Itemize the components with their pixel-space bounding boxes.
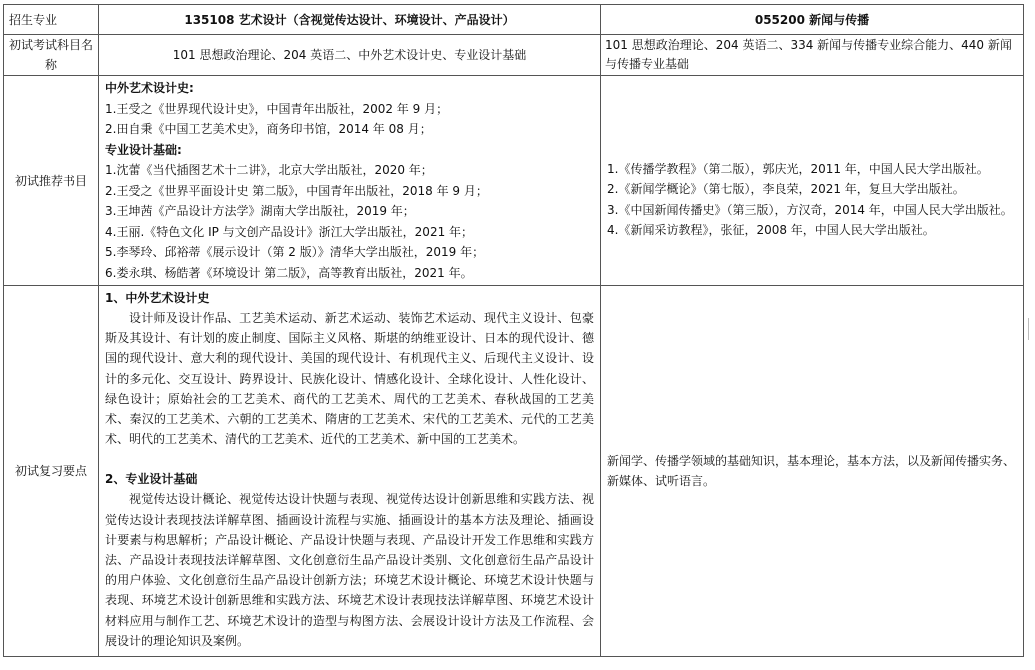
books-journalism: [601, 76, 1024, 286]
exam-info-table: [3, 4, 1024, 657]
review-section-title: 2、专业设计基础: [105, 472, 198, 487]
header-art-design: 135108 艺术设计（含视觉传达设计、环境设计、产品设计）: [99, 5, 601, 35]
review-label: 初试复习要点: [4, 286, 99, 657]
book-item: 1.《传播学教程》（第二版），郭庆光，2011 年，中国人民大学出版社。: [607, 161, 989, 176]
book-item: 1.王受之《世界现代设计史》，中国青年出版社，2002 年 9 月；: [105, 101, 449, 116]
book-item: 4.《新闻采访教程》，张征，2008 年，中国人民大学出版社。: [607, 223, 935, 237]
book-item: 4.王丽.《特色文化 IP 与文创产品设计》浙江大学出版社，2021 年；: [105, 224, 474, 239]
book-item: 2.田自秉《中国工艺美术史》，商务印书馆，2014 年 08 月；: [105, 122, 432, 136]
books-row: [4, 76, 1024, 286]
review-art-design: [99, 286, 601, 657]
review-row: [4, 286, 1024, 657]
review-section-body: 设计师及设计作品、工艺美术运动、新艺术运动、装饰艺术运动、现代主义设计、包豪斯及其设计、有计划的废止制度、国际主义风格、斯堪的纳维亚设计、日本的现代设计、德国的现代设计、意大利的现代设计、美国的现代设计、有机现代主义、后现代主义设计、设计的多元化、交互设计、跨界设计、民族化设计、情感化设计、全球化设计、人性化设计、绿色设计；原始社会的工艺美术、商代的工艺美术、周代的工艺美术、春秋战国的工艺美术、秦汉的工艺美术、六朝的工艺美术、隋唐的工艺美术、宋代的工艺美术、元代的工艺美术、明代的工艺美术、清代的工艺美术、近代的工艺美术、新中国的工艺美术。: [105, 311, 594, 447]
subjects-label: 初试考试科目名称: [4, 35, 99, 76]
subjects-journalism: 101 思想政治理论、204 英语二、334 新闻与传播专业综合能力、440 新闻与传播专业基础: [601, 35, 1024, 76]
book-item: 5.李琴玲、邱裕蒂《展示设计（第 2 版）》清华大学出版社，2019 年；: [105, 245, 485, 259]
books-section-title: 中外艺术设计史:: [105, 81, 194, 95]
book-item: 2.王受之《世界平面设计史 第二版》，中国青年出版社，2018 年 9 月；: [105, 183, 488, 198]
subjects-row: [4, 35, 1024, 76]
book-item: 3.《中国新闻传播史》（第三版），方汉奇，2014 年，中国人民大学出版社。: [607, 202, 1013, 217]
header-major-label: 招生专业: [4, 5, 99, 35]
review-section-body: 视觉传达设计概论、视觉传达设计快题与表现、视觉传达设计创新思维和实践方法、视觉传达设计表现技法详解草图、插画设计流程与实施、插画设计的基本方法及理论、插画设计要素与构思解析；产品设计概论、产品设计快题与表现、产品设计开发工作思维和实践方法、产品设计表现技法详解草图、文化创意衍生品产品设计类别、文化创意衍生品产品设计的用户体验、文化创意衍生品产品设计创新方法；环境艺术设计概论、环境艺术设计快题与表现、环境艺术设计创新思维和实践方法、环境艺术设计表现技法详解草图、环境艺术设计材料应用与制作工艺、环境艺术设计的造型与构图方法、会展设计设计方法及工作流程、会展设计的理论知识及案例。: [105, 492, 594, 648]
book-item: 6.娄永琪、杨皓著《环境设计 第二版》，高等教育出版社，2021 年。: [105, 265, 473, 280]
books-section-title: 专业设计基础:: [105, 142, 182, 157]
header-journalism: 055200 新闻与传播: [601, 5, 1024, 35]
scrollbar-edge[interactable]: [1028, 318, 1035, 340]
review-journalism: 新闻学、传播学领域的基础知识，基本理论，基本方法，以及新闻传播实务、新媒体、试听语言。: [601, 286, 1024, 657]
review-section-title: 1、中外艺术设计史: [105, 291, 210, 305]
books-art-design: [99, 76, 601, 286]
book-item: 1.沈蕾《当代插图艺术十二讲》，北京大学出版社，2020 年；: [105, 163, 433, 177]
book-item: 2.《新闻学概论》（第七版），李良荣，2021 年，复旦大学出版社。: [607, 182, 965, 196]
book-item: 3.王坤茜《产品设计方法学》湖南大学出版社，2019 年；: [105, 204, 415, 218]
subjects-art-design: 101 思想政治理论、204 英语二、中外艺术设计史、专业设计基础: [99, 35, 601, 76]
books-label: 初试推荐书目: [4, 76, 99, 286]
header-row: [4, 5, 1024, 35]
